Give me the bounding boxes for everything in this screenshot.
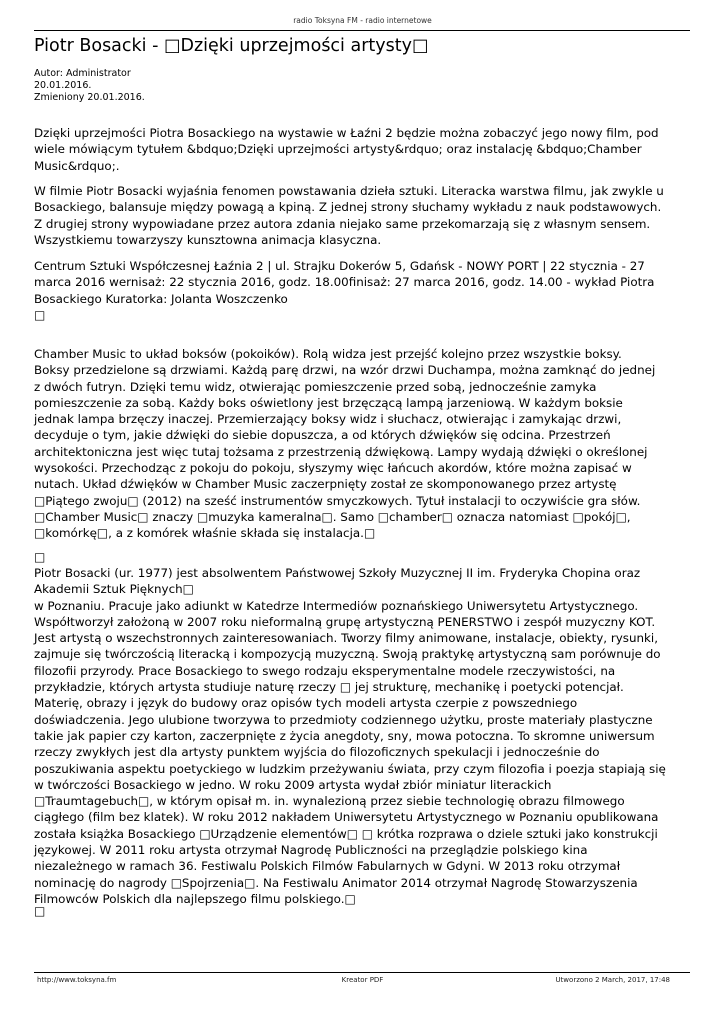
text-line: Boksy przedzielone są drzwiami. Każdą parę drzwi, na wzór drzwi Duchampa, można zamknąć do jednej bbox=[34, 363, 656, 378]
author-line: Autor: Administrator bbox=[34, 68, 131, 79]
placeholder-glyph: □ bbox=[34, 904, 46, 918]
text-line: □Traumtagebuch□, w którym opisał m. in. wynalezioną przez siebie technologię obrazu filmowego bbox=[34, 794, 625, 809]
text-line: filozofii przyrody. Prace Bosackiego to swego rodzaju eksperymentalne modele rzeczywistości, na bbox=[34, 663, 616, 678]
text-line: Filmowców Polskich dla najlepszego filmu polskiego.□ bbox=[34, 891, 356, 906]
paragraph-biography bbox=[34, 549, 694, 907]
article-meta bbox=[34, 68, 145, 103]
text-line: zajmuje się twórczością literacką i kompozycją muzyczną. Swoją praktykę artystyczną sam porównuje do bbox=[34, 647, 661, 662]
text-line: Współtworzył założoną w 2007 roku nieformalną grupę artystyczną PENERSTWO i zespół muzyczny KOT. bbox=[34, 614, 656, 629]
date-line: 20.01.2016. bbox=[34, 79, 92, 91]
text-line: □Chamber Music□ znaczy □muzyka kameralna□. Samo □chamber□ oznacza natomiast □pokój□, bbox=[34, 509, 631, 524]
text-line: Jest artystą o wszechstronnych zainteresowaniach. Tworzy filmy animowane, instalacje, obiekty, rysunki, bbox=[34, 631, 658, 646]
text-line: nominację do nagrody □Spojrzenia□. Na Festiwalu Animator 2014 otrzymał Nagrodę Stowarzyszenia bbox=[34, 875, 638, 890]
text-line: wysokości. Przechodząc z pokoju do pokoju, słyszymy więc łańcuch akordów, które można zapisać w bbox=[34, 461, 632, 476]
placeholder-glyph: □ bbox=[34, 550, 46, 564]
paragraph-intro bbox=[34, 125, 694, 174]
modified-line: Zmieniony 20.01.2016. bbox=[34, 91, 145, 103]
trailing-glyph bbox=[34, 903, 694, 919]
footer-created: Utworzono 2 March, 2017, 17:48 bbox=[555, 976, 670, 984]
footer-divider bbox=[34, 972, 690, 973]
text-line: przykładzie, których artysta studiuje naturę rzeczy □ jej strukturę, mechanikę i poetycki potencjał. bbox=[34, 680, 624, 695]
text-line: Piotr Bosacki (ur. 1977) jest absolwentem Państwowej Szkoły Muzycznej II im. Fryderyka Chopina oraz bbox=[34, 566, 641, 580]
text-line: językowej. W 2011 roku artysta otrzymał Nagrodę Publiczności na przeglądzie polskiego kina bbox=[34, 843, 588, 858]
text-line: z dwóch futryn. Dzięki temu widz, otwierając pomieszczenie przed sobą, jednocześnie zamyka bbox=[34, 379, 597, 394]
text-line: w Poznaniu. Pracuje jako adiunkt w Katedrze Intermediów poznańskiego Uniwersytetu Artystycznego. bbox=[34, 598, 639, 613]
footer-generator: Kreator PDF bbox=[341, 976, 384, 984]
text-line: jednak lampa brzęczy inaczej. Przemierzający boksy widz i słuchacz, otwierając i zamykając drzwi, bbox=[34, 412, 622, 427]
text-line: □Piątego zwoju□ (2012) na sześć instrumentów smyczkowych. Tytuł instalacji to oczywiście gra słów. bbox=[34, 493, 641, 508]
text-line: □komórkę□, a z komórek właśnie składa się instalacja.□ bbox=[34, 526, 376, 541]
text-line: Materię, obrazy i język do budowy oraz opisów tych modeli artysta czerpie z powszedniego bbox=[34, 696, 578, 711]
site-link[interactable]: http://www.toksyna.fm bbox=[37, 976, 117, 984]
page-header: radio Toksyna FM - radio internetowe bbox=[293, 16, 432, 25]
text-line: Centrum Sztuki Współczesnej Łaźnia 2 | ul. Strajku Dokerów 5, Gdańsk - NOWY PORT | 22 stycznia - 27 bbox=[34, 259, 645, 273]
text-line: pomieszczenie za sobą. Każdy boks oświetlony jest brzęczącą lampą jarzeniową. W każdym boksie bbox=[34, 395, 623, 410]
text-line: Music&rdquo;. bbox=[34, 158, 120, 173]
text-line: Akademii Sztuk Pięknych□ bbox=[34, 582, 194, 597]
text-line: w twórczości Bosackiego w jedno. W roku 2009 artysta wydał zbiór miniatur literackich bbox=[34, 777, 552, 792]
text-line: doświadczenia. Jego ulubione tworzywa to przedmioty codziennego użytku, proste materiały plastyczne bbox=[34, 712, 653, 727]
paragraph-venue bbox=[34, 258, 694, 323]
text-line: Bosackiego, balansuje między powagą a kpiną. Z jednej strony słuchamy wykładu z nauk podstawowych. bbox=[34, 200, 662, 215]
text-line: niezależnego w ramach 36. Festiwalu Polskich Filmów Fabularnych w Gdyni. W 2013 roku otrzymał bbox=[34, 859, 621, 874]
text-line: takie jak papier czy karton, zaczerpnięte z życia anegdoty, sny, mowa potoczna. To skromne uniwersum bbox=[34, 728, 655, 743]
text-line: Bosackiego Kuratorka: Jolanta Woszczenko bbox=[34, 291, 288, 306]
text-line: Dzięki uprzejmości Piotra Bosackiego na wystawie w Łaźni 2 będzie można zobaczyć jego nowy film, pod bbox=[34, 126, 659, 140]
article-title: Piotr Bosacki - □Dzięki uprzejmości artysty□ bbox=[34, 36, 429, 56]
header-divider bbox=[34, 30, 690, 31]
placeholder-glyph: □ bbox=[34, 307, 46, 322]
text-line: wiele mówiącym tytułem &bdquo;Dzięki uprzejmości artysty&rdquo; oraz instalację &bdquo;Chamber bbox=[34, 142, 642, 157]
text-line: nutach. Układ dźwięków w Chamber Music zaczerpnięty został ze skomponowanego przez artystę bbox=[34, 477, 617, 492]
text-line: poszukiwania aspektu poetyckiego w ludzkim przeżywaniu świata, przy czym filozofia i poezja stapiają się bbox=[34, 761, 666, 776]
text-line: została książka Bosackiego □Urządzenie elementów□ □ krótka rozprawa o dziele sztuki jako konstrukcji bbox=[34, 826, 658, 841]
paragraph-chamber-music bbox=[34, 346, 694, 542]
text-line: marca 2016 wernisaż: 22 stycznia 2016, godz. 18.00finisaż: 27 marca 2016, godz. 14.00 - wykład Piotra bbox=[34, 275, 655, 290]
text-line: W filmie Piotr Bosacki wyjaśnia fenomen powstawania dzieła sztuki. Literacka warstwa filmu, jak zwykle u bbox=[34, 184, 664, 198]
text-line: rzeczy zwykłych jest dla artysty punktem wyjścia do filozoficznych spekulacji i jednocześnie do bbox=[34, 745, 600, 760]
text-line: architektoniczna jest więc tutaj tożsama z przestrzenią dźwiękową. Lampy wydają dźwięki o określonej bbox=[34, 444, 648, 459]
text-line: Wszystkiemu towarzyszy kunsztowna animacja klasyczna. bbox=[34, 232, 382, 247]
paragraph-film bbox=[34, 183, 694, 248]
text-line: Z drugiej strony wypowiadane przez autora zdania niejako same przekomarzają się z własnym sensem. bbox=[34, 216, 651, 231]
text-line: ciągłego (film bez klatek). W roku 2012 nakładem Uniwersytetu Artystycznego w Poznaniu opublikowana bbox=[34, 810, 659, 825]
text-line: decyduje o tym, jakie dźwięki do siebie dopuszcza, a od których dźwięków się odcina. Przestrzeń bbox=[34, 428, 611, 443]
text-line: Chamber Music to układ boksów (pokoików). Rolą widza jest przejść kolejno przez wszystkie boksy. bbox=[34, 347, 622, 361]
